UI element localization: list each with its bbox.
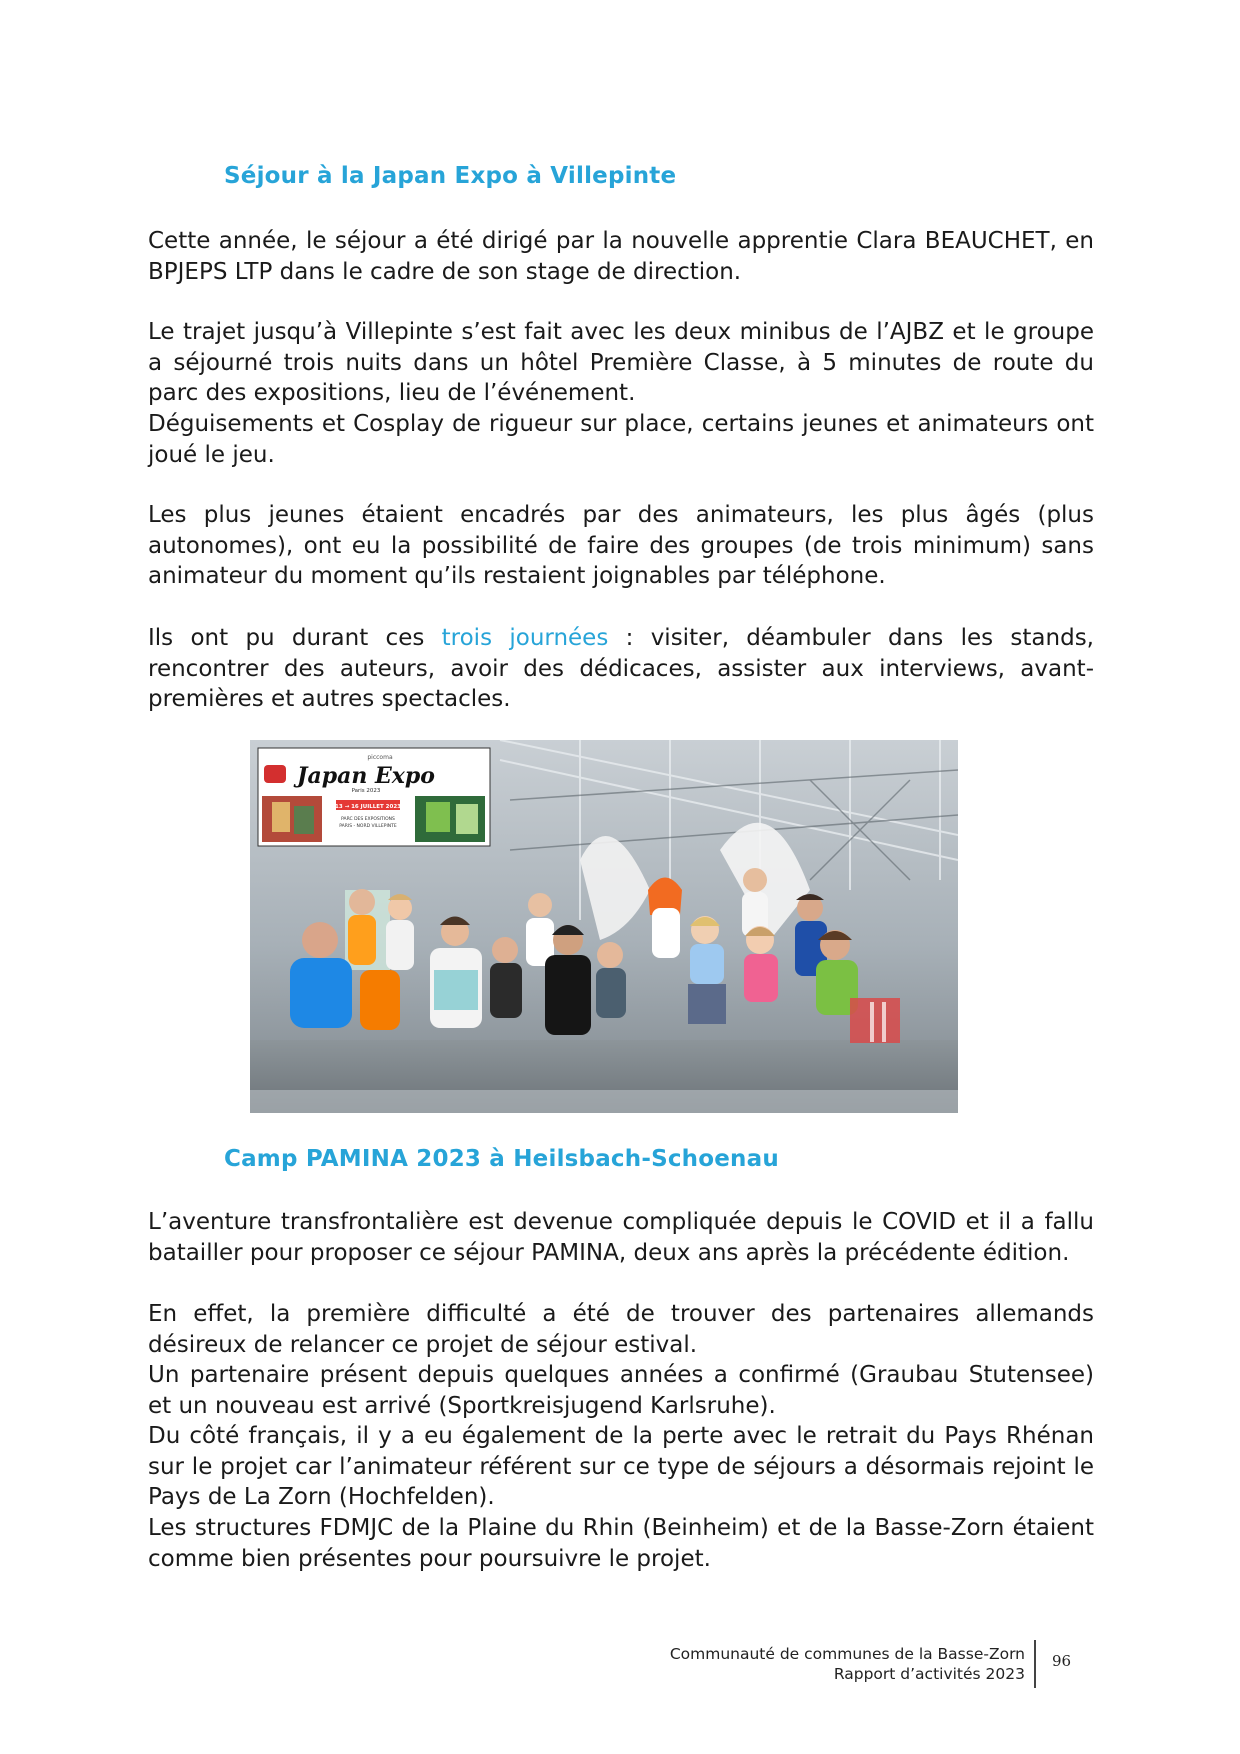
paragraph-pamina-intro: L’aventure transfrontalière est devenue compliquée depuis le COVID et il a fallu batailler pour proposer ce séjour PAMINA, deux ans après la précédente édition. (148, 1209, 1094, 1266)
japan-expo-sign (258, 748, 490, 846)
group-photo-japan-expo (250, 740, 958, 1113)
highlight-three-days: trois journées (441, 625, 609, 651)
paragraph-pamina-partners-difficulty: En effet, la première difficulté a été de trouver des partenaires allemands désireux de relancer ce projet de séjour estival. (148, 1301, 1094, 1358)
sign-logo-text: Japan Expo (297, 763, 435, 789)
sign-venue-line2: PARIS - NORD VILLEPINTE (339, 824, 397, 829)
section-heading-pamina: Camp PAMINA 2023 à Heilsbach-Schoenau (224, 1146, 779, 1172)
paragraph-pamina-partners: Un partenaire présent depuis quelques années a confirmé (Graubau Stutensee) et un nouveau est arrivé (Sportkreisjugend Karlsruhe). (148, 1362, 1094, 1419)
paragraph-costumes: Déguisements et Cosplay de rigueur sur place, certains jeunes et animateurs ont joué le jeu. (148, 411, 1094, 468)
paragraph-pamina-french-side: Du côté français, il y a eu également de la perte avec le retrait du Pays Rhénan sur le projet car l’animateur référent sur ce type de séjours a désormais rejoint le Pays de La Zorn (Hochfelden). (148, 1423, 1094, 1511)
sign-sponsor: piccoma (367, 754, 393, 761)
paragraph-activities (148, 623, 1094, 715)
footer-divider (1034, 1640, 1036, 1688)
paragraph-trip: Le trajet jusqu’à Villepinte s’est fait avec les deux minibus de l’AJBZ et le groupe a séjourné trois nuits dans un hôtel Première Classe, à 5 minutes de route du parc des expositions, lieu de l’événement. (148, 319, 1094, 407)
sign-city: Paris 2023 (351, 788, 381, 794)
photo-illustration (250, 740, 958, 1113)
footer-organization: Communauté de communes de la Basse-Zorn (669, 1645, 1025, 1663)
activities-text-end: : visiter, déambuler dans les stands, rencontrer des auteurs, avoir des dédicaces, assister aux interviews, avant-premières et autres spectacles. (148, 625, 1094, 713)
footer-report-title: Rapport d’activités 2023 (833, 1665, 1025, 1683)
paragraph-pamina-structures: Les structures FDMJC de la Plaine du Rhin (Beinheim) et de la Basse-Zorn étaient comme bien présentes pour poursuivre le projet. (148, 1515, 1094, 1572)
paragraph-intro: Cette année, le séjour a été dirigé par la nouvelle apprentie Clara BEAUCHET, en BPJEPS LTP dans le cadre de son stage de direction. (148, 228, 1094, 285)
section-heading-japan-expo: Séjour à la Japan Expo à Villepinte (224, 163, 677, 189)
footer (670, 1644, 1025, 1684)
sign-dates: 13 → 16 JUILLET 2023 (335, 804, 401, 810)
page-number: 96 (1052, 1652, 1072, 1670)
activities-text-start: Ils ont pu durant ces (148, 625, 442, 651)
sign-venue-line1: PARC DES EXPOSITIONS (341, 817, 395, 822)
paragraph-supervision: Les plus jeunes étaient encadrés par des animateurs, les plus âgés (plus autonomes), ont eu la possibilité de faire des groupes (de trois minimum) sans animateur du moment qu’ils restaient joignables par téléphone. (148, 502, 1094, 590)
